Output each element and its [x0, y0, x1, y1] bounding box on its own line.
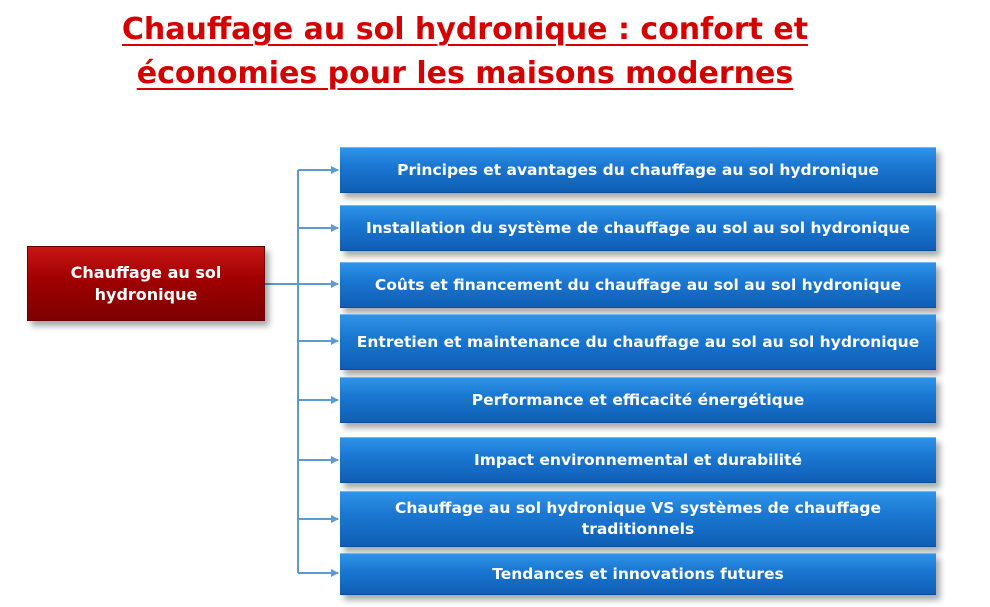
branch-principes: Principes et avantages du chauffage au sol hydronique — [340, 147, 936, 193]
title-line-1: Chauffage au sol hydronique : confort et — [121, 12, 809, 47]
branch-performance: Performance et efficacité énergétique — [340, 377, 936, 423]
branch-couts: Coûts et financement du chauffage au sol au sol hydronique — [340, 262, 936, 308]
branch-tendances: Tendances et innovations futures — [340, 553, 936, 595]
branch-impact: Impact environnemental et durabilité — [340, 437, 936, 483]
branch-entretien: Entretien et maintenance du chauffage au sol au sol hydronique — [340, 314, 936, 370]
title-line-2: économies pour les maisons modernes — [136, 56, 794, 91]
root-node: Chauffage au sol hydronique — [27, 246, 265, 321]
branch-installation: Installation du système de chauffage au sol au sol hydronique — [340, 205, 936, 251]
branch-comparaison: Chauffage au sol hydronique VS systèmes de chauffage traditionnels — [340, 491, 936, 547]
